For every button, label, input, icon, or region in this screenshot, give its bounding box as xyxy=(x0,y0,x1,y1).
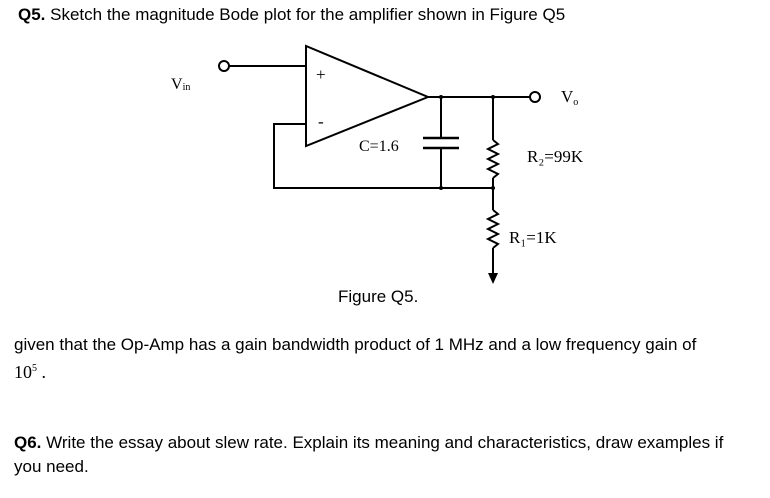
given-statement xyxy=(14,333,754,385)
junction-dots xyxy=(439,95,495,190)
vin-terminal xyxy=(219,61,229,71)
r2-label: R₂=99K xyxy=(527,147,584,166)
plus-input-label: + xyxy=(316,65,326,84)
question-6-text: Write the essay about slew rate. Explain its meaning and characteristics, draw examples if you need. xyxy=(14,433,724,476)
minus-input-label: - xyxy=(318,112,324,131)
question-6-number: Q6. xyxy=(14,433,42,452)
question-5-number: Q5. xyxy=(18,5,46,24)
r1-label: R₁=1K xyxy=(509,228,557,247)
vin-label: Vin xyxy=(171,76,191,93)
junction-output-r2 xyxy=(491,95,495,99)
r1-resistor xyxy=(488,210,498,248)
question-6 xyxy=(14,431,754,479)
given-text: given that the Op-Amp has a gain bandwidth product of 1 MHz and a low frequency gain of xyxy=(14,335,697,354)
question-5-text: Sketch the magnitude Bode plot for the amplifier shown in Figure Q5 xyxy=(50,5,566,24)
junction-output-cap xyxy=(439,95,443,99)
vo-label: Vo xyxy=(561,87,579,108)
figure-caption: Figure Q5. xyxy=(338,287,419,306)
junction-feedback-r2 xyxy=(491,186,495,190)
low-frequency-gain-value: $10^5$ . xyxy=(14,362,46,382)
capacitor-label: C=1.6 xyxy=(359,138,399,155)
vo-terminal xyxy=(530,92,540,102)
op-amp-symbol xyxy=(306,46,428,146)
junction-feedback-cap xyxy=(439,186,443,190)
ground-arrow xyxy=(488,273,498,284)
r2-resistor xyxy=(488,140,498,178)
